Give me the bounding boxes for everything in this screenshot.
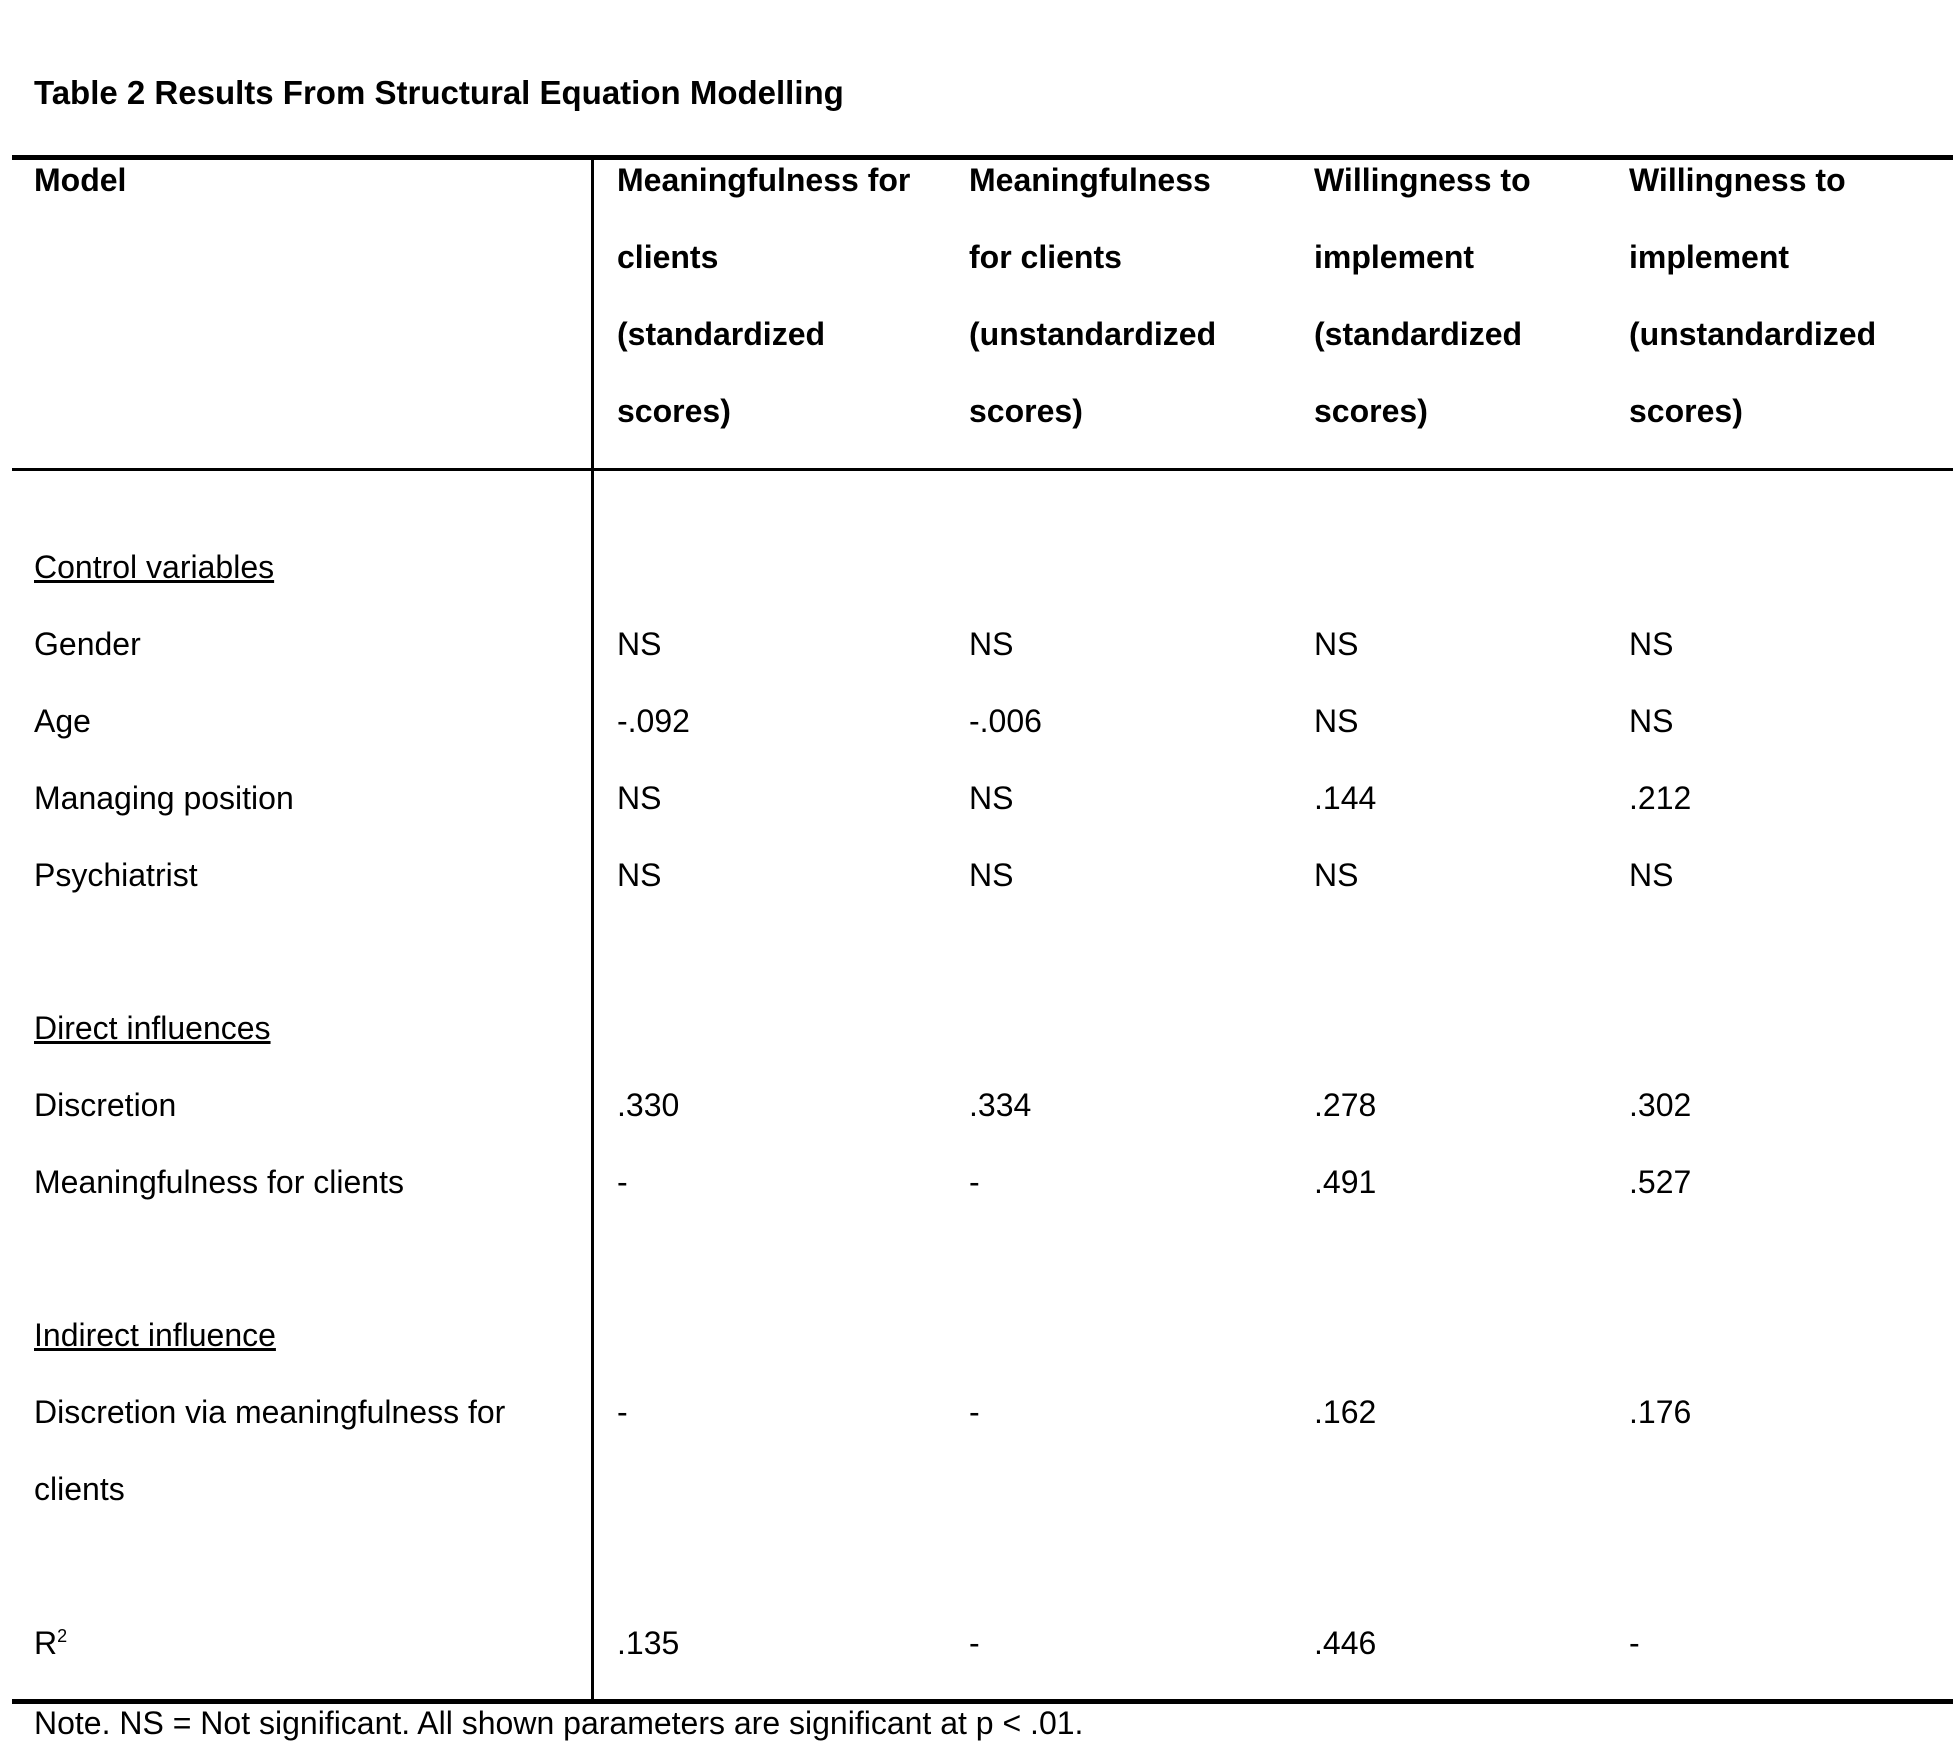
cell-discretion-3: .278 (1314, 1087, 1377, 1123)
row-label-psychiatrist: Psychiatrist (34, 857, 198, 893)
cell-age-1: -.092 (617, 703, 690, 739)
cell-managing-3: .144 (1314, 780, 1377, 816)
cell-discretion-1: .330 (617, 1087, 680, 1123)
cell-via-1: - (617, 1394, 628, 1430)
cell-meaningfulness-1: - (617, 1164, 628, 1200)
cell-r2-3: .446 (1314, 1625, 1377, 1661)
cell-discretion-4: .302 (1629, 1087, 1692, 1123)
cell-r2-1: .135 (617, 1625, 680, 1661)
cell-discretion-2: .334 (969, 1087, 1032, 1123)
row-label-discretion-via-line1: Discretion via meaningfulness for (34, 1394, 506, 1430)
cell-via-3: .162 (1314, 1394, 1377, 1430)
section-control-variables: Control variables (34, 549, 275, 585)
cell-gender-4: NS (1629, 626, 1674, 662)
row-label-managing-position: Managing position (34, 780, 294, 816)
cell-gender-1: NS (617, 626, 662, 662)
cell-managing-2: NS (969, 780, 1014, 816)
cell-managing-4: .212 (1629, 780, 1692, 816)
cell-psychiatrist-3: NS (1314, 857, 1359, 893)
cell-psychiatrist-2: NS (969, 857, 1014, 893)
header-rule (12, 468, 1953, 471)
row-label-discretion: Discretion (34, 1087, 177, 1123)
cell-psychiatrist-1: NS (617, 857, 662, 893)
row-label-discretion-via-line2: clients (34, 1471, 125, 1507)
cell-meaningfulness-4: .527 (1629, 1164, 1692, 1200)
cell-via-4: .176 (1629, 1394, 1692, 1430)
cell-managing-1: NS (617, 780, 662, 816)
row-label-meaningfulness: Meaningfulness for clients (34, 1164, 404, 1200)
cell-gender-2: NS (969, 626, 1014, 662)
r-squared-superscript: 2 (57, 1626, 68, 1646)
cell-gender-3: NS (1314, 626, 1359, 662)
header-col3: Willingness to implement (standardized scores) (1314, 162, 1531, 429)
r-squared-base: R (34, 1625, 58, 1661)
row-label-age: Age (34, 703, 91, 739)
header-col1: Meaningfulness for clients (standardized scores) (617, 162, 911, 429)
row-label-r-squared (34, 1627, 67, 1659)
column-divider (591, 156, 594, 1701)
cell-r2-2: - (969, 1625, 980, 1661)
header-col4: Willingness to implement (unstandardized scores) (1629, 162, 1877, 429)
cell-age-2: -.006 (969, 703, 1042, 739)
row-label-gender: Gender (34, 626, 141, 662)
cell-via-2: - (969, 1394, 980, 1430)
cell-age-4: NS (1629, 703, 1674, 739)
cell-meaningfulness-3: .491 (1314, 1164, 1377, 1200)
cell-psychiatrist-4: NS (1629, 857, 1674, 893)
table-title: Table 2 Results From Structural Equation Modelling (34, 74, 844, 111)
header-col2: Meaningfulness for clients (unstandardized scores) (969, 162, 1217, 429)
cell-meaningfulness-2: - (969, 1164, 980, 1200)
section-direct-influences: Direct influences (34, 1010, 271, 1046)
table-note: Note. NS = Not significant. All shown parameters are significant at p < .01. (34, 1705, 1084, 1741)
bottom-rule (12, 1699, 1953, 1704)
cell-age-3: NS (1314, 703, 1359, 739)
cell-r2-4: - (1629, 1625, 1640, 1661)
section-indirect-influence: Indirect influence (34, 1317, 276, 1353)
header-model: Model (34, 162, 127, 198)
